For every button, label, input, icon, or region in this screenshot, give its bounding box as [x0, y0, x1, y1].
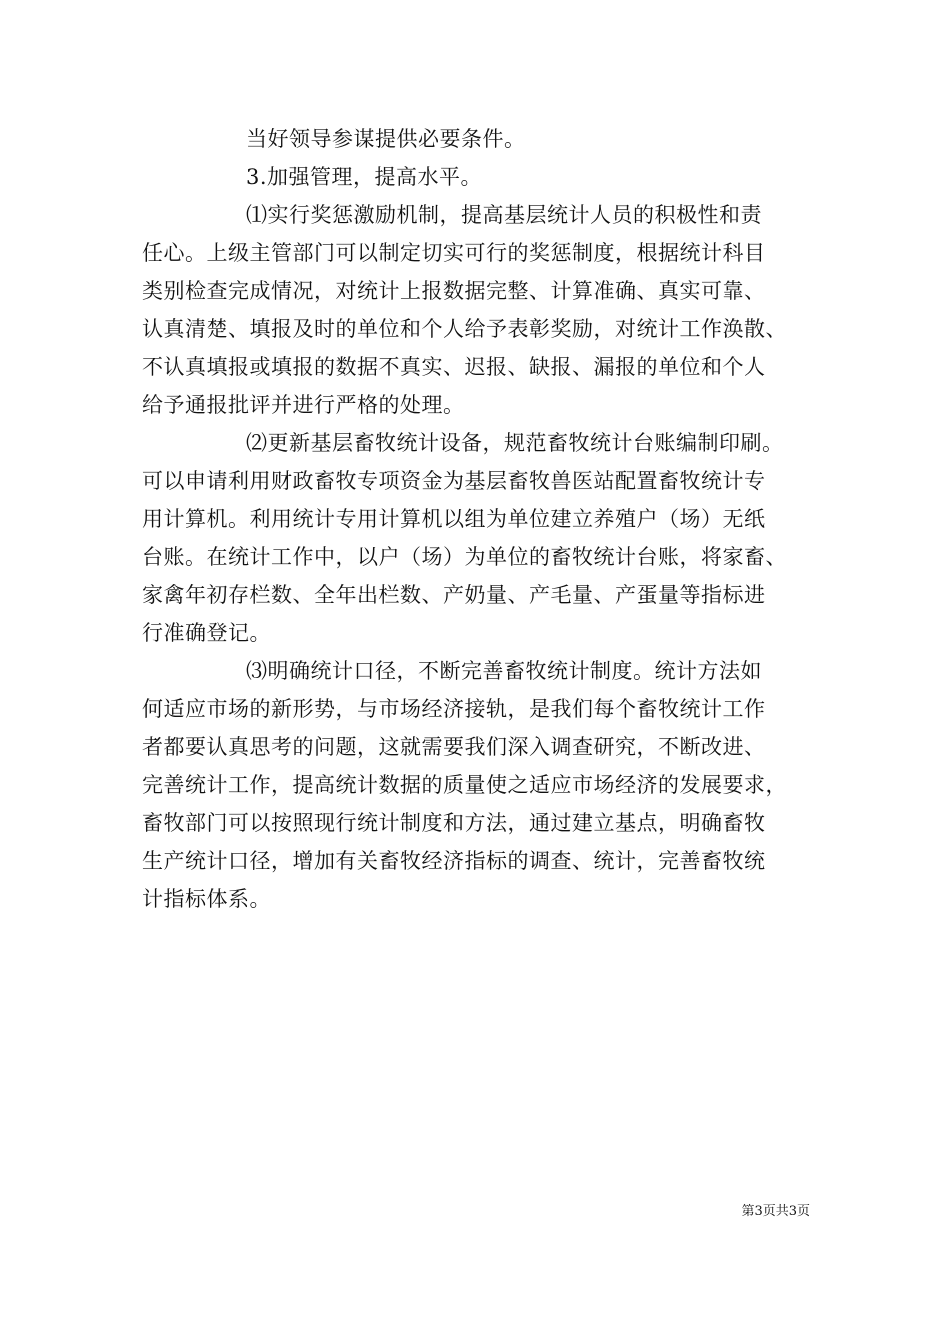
text-line: 完善统计工作，提高统计数据的质量使之适应市场经济的发展要求，: [142, 773, 787, 797]
text-line: 不认真填报或填报的数据不真实、迟报、缺报、漏报的单位和个人: [142, 355, 766, 379]
text-line: 用计算机。利用统计专用计算机以组为单位建立养殖户（场）无纸: [142, 507, 766, 531]
text-line: 畜牧部门可以按照现行统计制度和方法，通过建立基点，明确畜牧: [142, 811, 766, 835]
text-line: 台账。在统计工作中，以户（场）为单位的畜牧统计台账，将家畜、: [142, 545, 787, 569]
text-line: ⑵更新基层畜牧统计设备，规范畜牧统计台账编制印刷。: [246, 431, 784, 455]
text-line: 行准确登记。: [142, 621, 271, 645]
section-heading: 3.加强管理，提高水平。: [246, 165, 483, 189]
text-line: 何适应市场的新形势，与市场经济接轨，是我们每个畜牧统计工作: [142, 697, 766, 721]
text-line: 任心。上级主管部门可以制定切实可行的奖惩制度，根据统计科目: [142, 241, 766, 265]
text-line: ⑴实行奖惩激励机制，提高基层统计人员的积极性和责: [246, 203, 762, 227]
text-line: 可以申请利用财政畜牧专项资金为基层畜牧兽医站配置畜牧统计专: [142, 469, 766, 493]
text-line: 家禽年初存栏数、全年出栏数、产奶量、产毛量、产蛋量等指标进: [142, 583, 766, 607]
text-line: 者都要认真思考的问题，这就需要我们深入调查研究，不断改进、: [142, 735, 766, 759]
page-number: 第3页共3页: [741, 1204, 810, 1219]
text-line: 类别检查完成情况，对统计上报数据完整、计算准确、真实可靠、: [142, 279, 766, 303]
text-line: 计指标体系。: [142, 887, 271, 911]
text-line: 生产统计口径，增加有关畜牧经济指标的调查、统计，完善畜牧统: [142, 849, 766, 873]
text-line: 给予通报批评并进行严格的处理。: [142, 393, 465, 417]
text-line: 认真清楚、填报及时的单位和个人给予表彰奖励，对统计工作涣散、: [142, 317, 787, 341]
text-line: 当好领导参谋提供必要条件。: [246, 127, 526, 151]
text-line: ⑶明确统计口径，不断完善畜牧统计制度。统计方法如: [246, 659, 762, 683]
